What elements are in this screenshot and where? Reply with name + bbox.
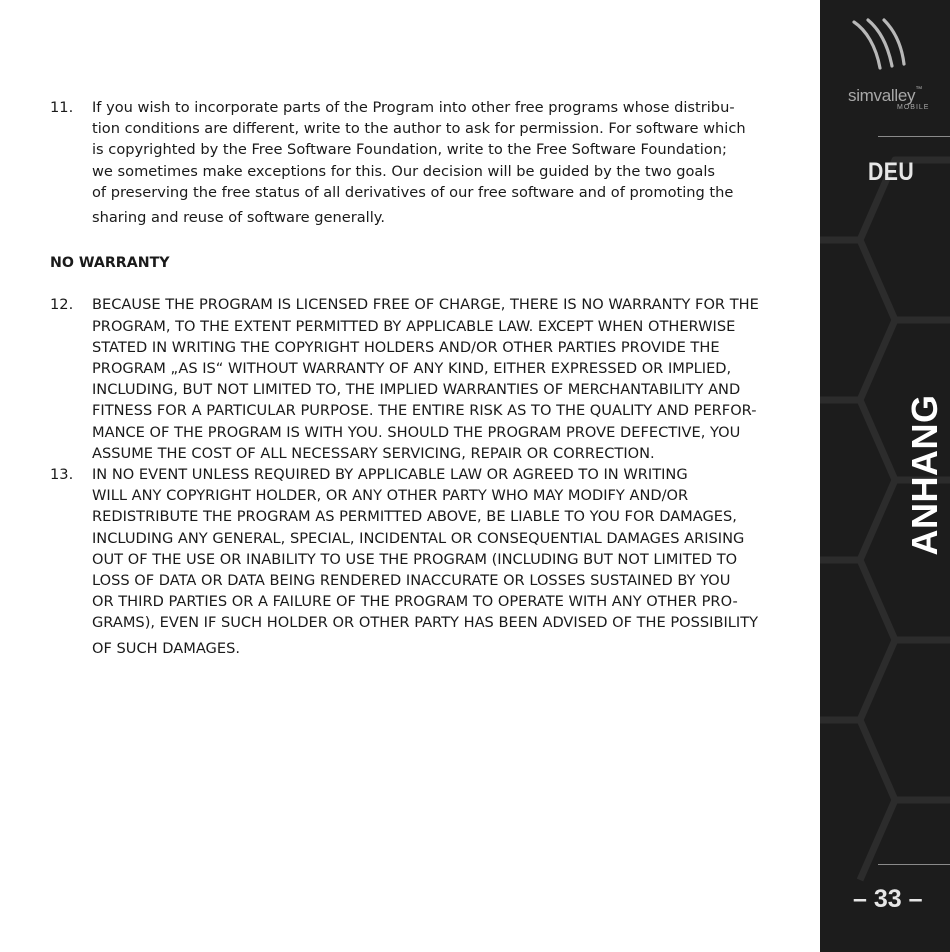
- clause-line: INCLUDING, BUT NOT LIMITED TO, THE IMPLIED WARRANTIES OF MERCHANTABILITY AND: [92, 381, 741, 399]
- page-number: – 33 –: [853, 885, 923, 913]
- clause-line: STATED IN WRITING THE COPYRIGHT HOLDERS AND/OR OTHER PARTIES PROVIDE THE: [92, 338, 720, 356]
- clause-line: WILL ANY COPYRIGHT HOLDER, OR ANY OTHER PARTY WHO MAY MODIFY AND/OR: [92, 487, 689, 505]
- clause-line: OF SUCH DAMAGES.: [92, 639, 240, 657]
- clause-line: LOSS OF DATA OR DATA BEING RENDERED INACCURATE OR LOSSES SUSTAINED BY YOU: [92, 572, 731, 590]
- clause-number: 11.: [50, 99, 74, 116]
- clause-number: 13.: [50, 466, 74, 484]
- clause-body: [92, 97, 780, 228]
- sidebar-divider: [878, 864, 950, 865]
- clause-line: OR THIRD PARTIES OR A FAILURE OF THE PROGRAM TO OPERATE WITH ANY OTHER PRO-: [92, 593, 738, 611]
- clause-line: BECAUSE THE PROGRAM IS LICENSED FREE OF CHARGE, THERE IS NO WARRANTY FOR THE: [92, 296, 759, 314]
- clause-body: [92, 464, 780, 659]
- clause-line: IN NO EVENT UNLESS REQUIRED BY APPLICABLE LAW OR AGREED TO IN WRITING: [92, 466, 688, 484]
- clause-line: GRAMS), EVEN IF SUCH HOLDER OR OTHER PARTY HAS BEEN ADVISED OF THE POSSIBILITY: [92, 614, 759, 632]
- section-heading: NO WARRANTY: [50, 255, 170, 272]
- section-label: ANHANG: [904, 394, 945, 556]
- clause-line: is copyrighted by the Free Software Foundation, write to the Free Software Foundation;: [92, 141, 727, 159]
- clause-number: 12.: [50, 296, 74, 314]
- license-clause: [50, 97, 780, 228]
- clause-line: MANCE OF THE PROGRAM IS WITH YOU. SHOULD THE PROGRAM PROVE DEFECTIVE, YOU: [92, 423, 741, 441]
- clause-line: PROGRAM, TO THE EXTENT PERMITTED BY APPLICABLE LAW. EXCEPT WHEN OTHERWISE: [92, 317, 736, 335]
- license-text: [50, 97, 780, 659]
- simvalley-claw-icon: [846, 16, 916, 86]
- brand-logo-subtext: MOBILE: [897, 104, 930, 111]
- license-clause: [50, 294, 780, 464]
- clause-line: INCLUDING ANY GENERAL, SPECIAL, INCIDENTAL OR CONSEQUENTIAL DAMAGES ARISING: [92, 529, 745, 547]
- sidebar: [820, 0, 950, 952]
- clause-line: sharing and reuse of software generally.: [92, 209, 385, 227]
- clause-line: ASSUME THE COST OF ALL NECESSARY SERVICING, REPAIR OR CORRECTION.: [92, 444, 655, 462]
- clause-line: of preserving the free status of all derivatives of our free software and of promoting the: [92, 183, 734, 201]
- clause-line: we sometimes make exceptions for this. Our decision will be guided by the two goals: [92, 162, 716, 180]
- license-clause: [50, 464, 780, 659]
- clause-line: FITNESS FOR A PARTICULAR PURPOSE. THE ENTIRE RISK AS TO THE QUALITY AND PERFOR-: [92, 402, 757, 420]
- clause-line: OUT OF THE USE OR INABILITY TO USE THE PROGRAM (INCLUDING BUT NOT LIMITED TO: [92, 550, 738, 568]
- clause-line: REDISTRIBUTE THE PROGRAM AS PERMITTED ABOVE, BE LIABLE TO YOU FOR DAMAGES,: [92, 508, 737, 526]
- clause-line: tion conditions are different, write to the author to ask for permission. For software which: [92, 120, 746, 138]
- sidebar-divider: [878, 136, 950, 137]
- clause-line: PROGRAM „AS IS“ WITHOUT WARRANTY OF ANY KIND, EITHER EXPRESSED OR IMPLIED,: [92, 360, 732, 378]
- clause-body: [92, 294, 780, 464]
- language-code: DEU: [868, 158, 915, 186]
- clause-line: If you wish to incorporate parts of the Program into other free programs whose distribu-: [92, 99, 735, 116]
- brand-logo-text: simvalley™: [848, 86, 922, 105]
